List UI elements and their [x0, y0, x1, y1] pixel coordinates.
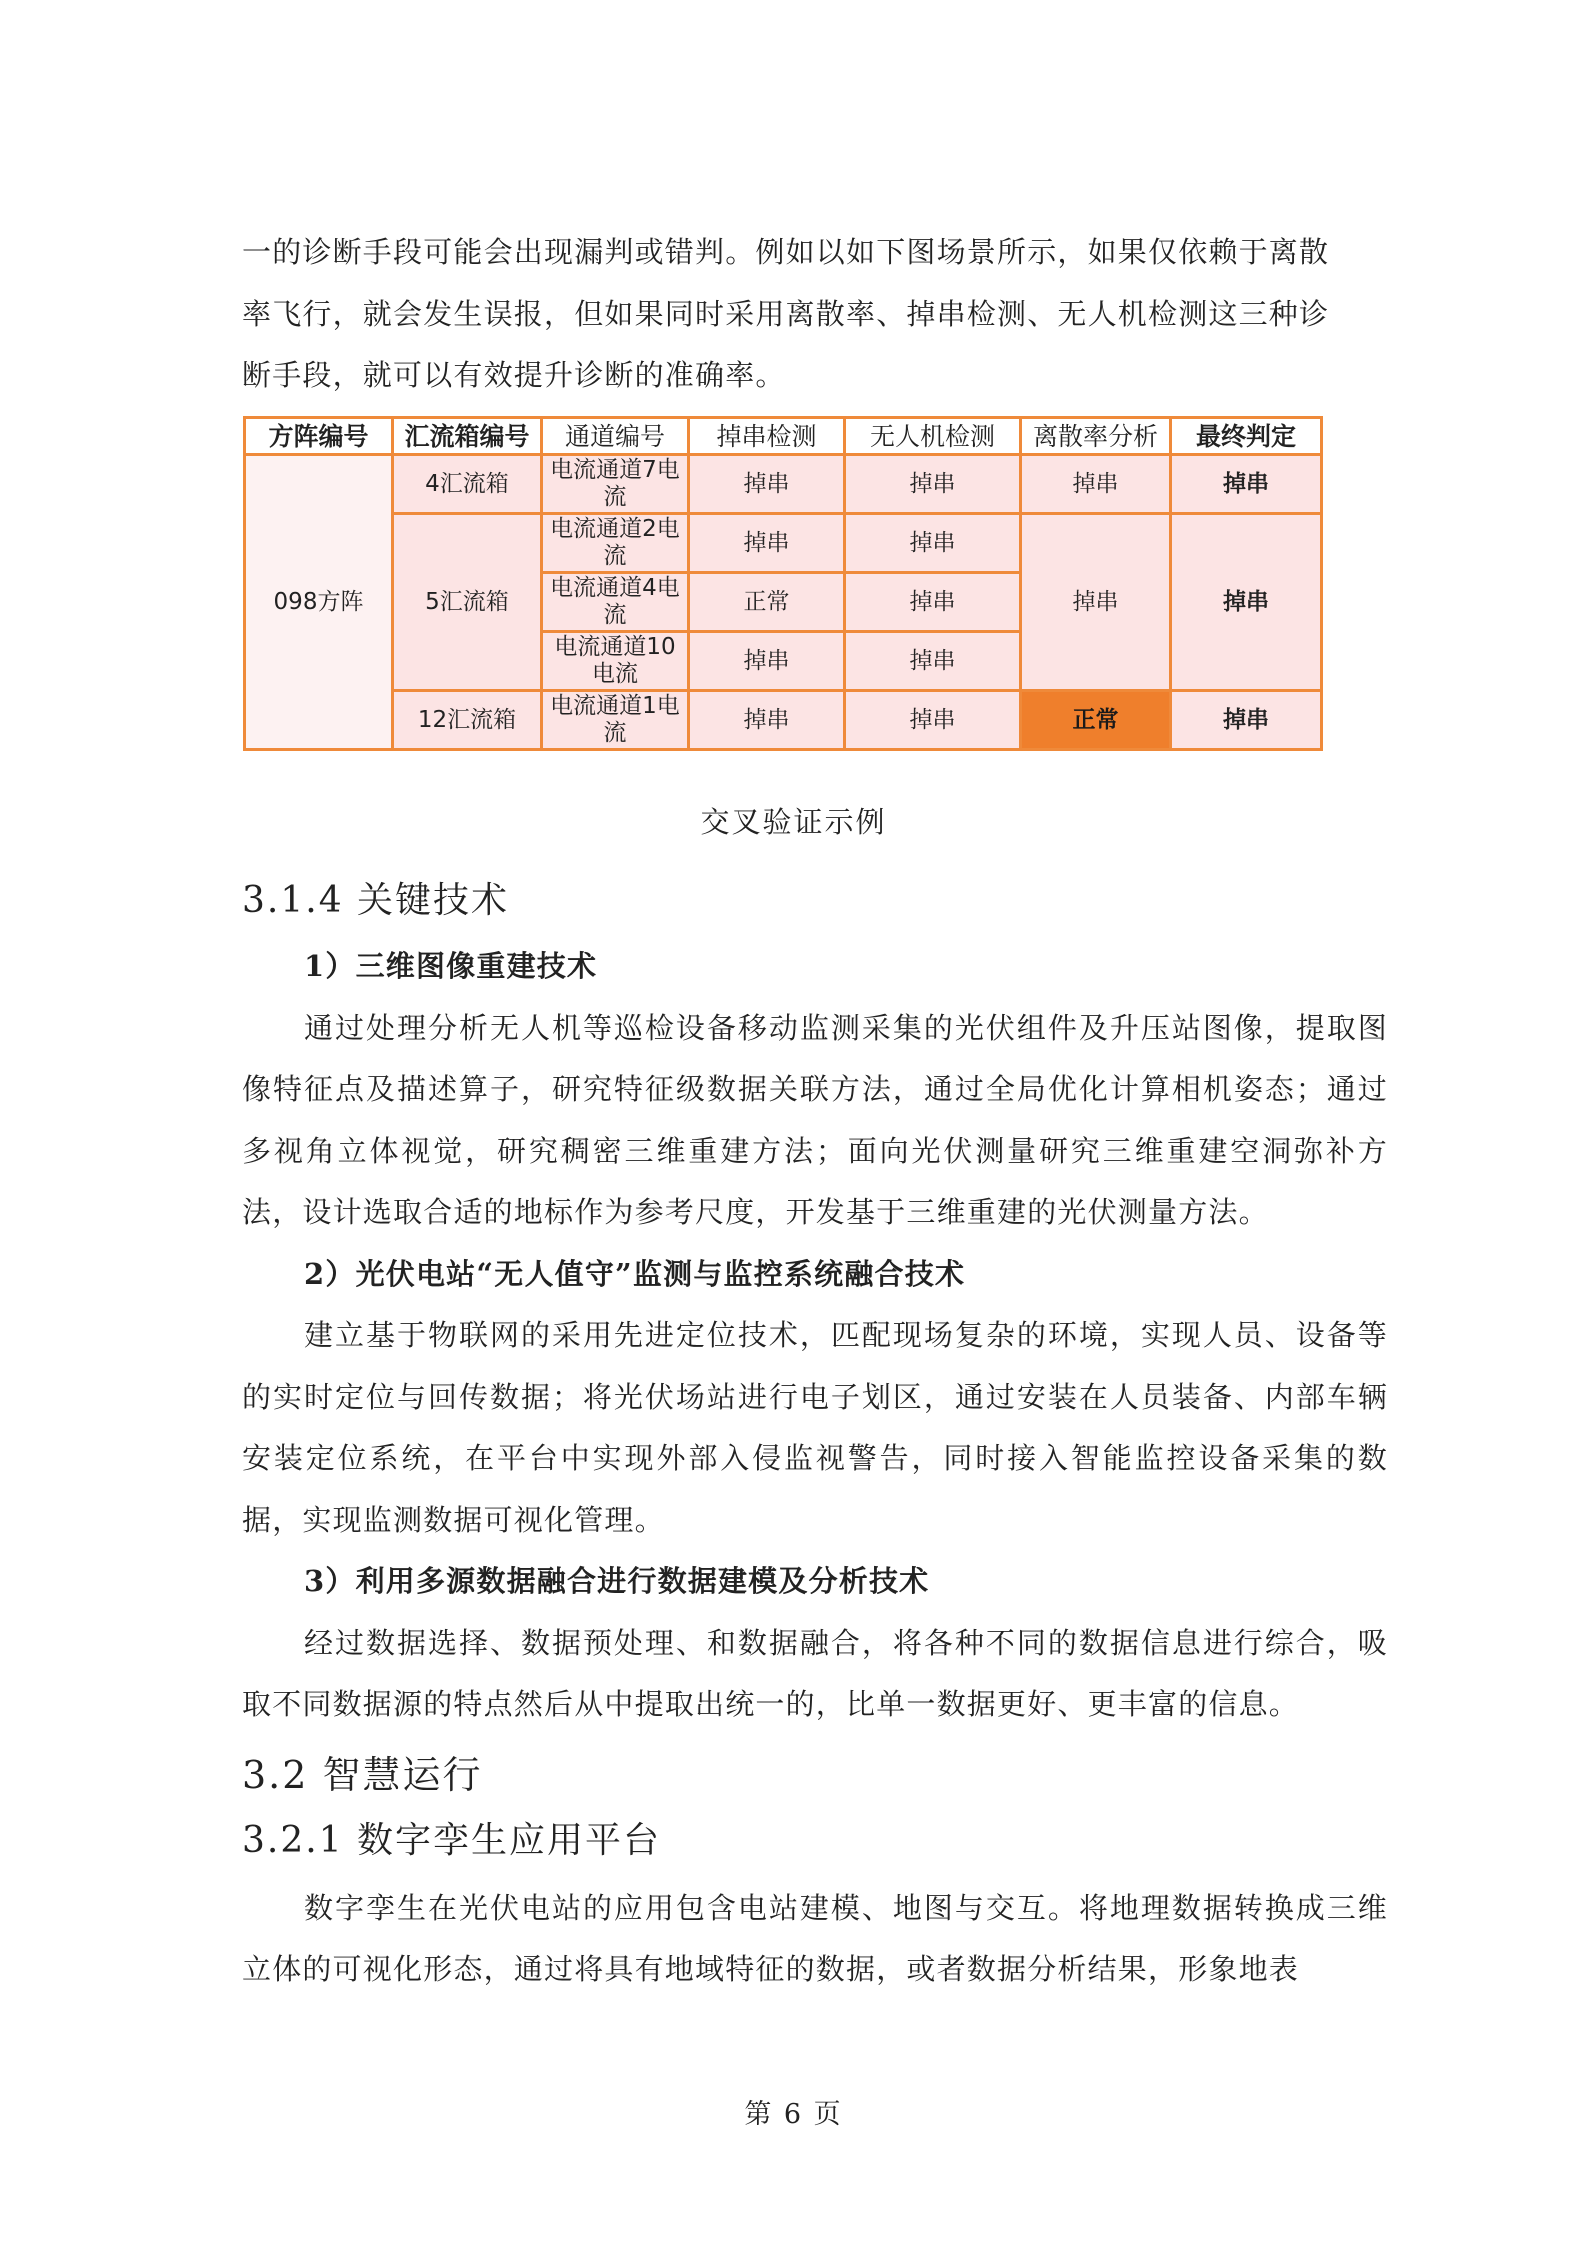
cell-drop: 掉串 — [689, 632, 845, 691]
table-row — [245, 691, 1322, 750]
item-2-text: 建立基于物联网的采用先进定位技术，匹配现场复杂的环境，实现人员、设备等的实时定位与回传数据；将光伏场站进行电子划区，通过安装在人员装备、内部车辆安装定位系统，在平台中实现外部入侵监视警告，同时接入智能监控设备采集的数据，实现监测数据可视化管理。 — [242, 1318, 1388, 1537]
cell-box5: 5汇流箱 — [393, 514, 542, 691]
cell-array-id: 098方阵 — [245, 455, 393, 750]
cell-drone: 掉串 — [845, 455, 1021, 514]
cell-channel: 电流通道10电流 — [542, 632, 689, 691]
header-drone-detection: 无人机检测 — [845, 418, 1021, 455]
cell-final: 掉串 — [1171, 455, 1322, 514]
header-dispersion: 离散率分析 — [1021, 418, 1171, 455]
table-row — [245, 455, 1322, 514]
intro-line-3: 断手段，就可以有效提升诊断的准确率。 — [242, 358, 786, 392]
heading-3-1-4: 3.1.4 关键技术 — [242, 880, 510, 921]
cell-channel: 电流通道2电流 — [542, 514, 689, 573]
para-3-2-1: 数字孪生在光伏电站的应用包含电站建模、地图与交互。将地理数据转换成三维立体的可视化形态，通过将具有地域特征的数据，或者数据分析结果，形象地表 — [242, 1890, 1388, 1986]
cell-drop: 掉串 — [689, 455, 845, 514]
item-3-title: 3）利用多源数据融合进行数据建模及分析技术 — [304, 1564, 930, 1598]
cell-drop: 掉串 — [689, 514, 845, 573]
header-final: 最终判定 — [1171, 418, 1322, 455]
intro-line-1: 一的诊断手段可能会出现漏判或错判。例如以如下图场景所示，如果仅依赖于离散 — [242, 235, 1330, 269]
table-header-row — [245, 418, 1322, 455]
header-combiner-box: 汇流箱编号 — [393, 418, 542, 455]
item-2-title: 2）光伏电站“无人值守”监测与监控系统融合技术 — [304, 1256, 966, 1291]
item-3-text: 经过数据选择、数据预处理、和数据融合，将各种不同的数据信息进行综合，吸取不同数据源的特点然后从中提取出统一的，比单一数据更好、更丰富的信息。 — [242, 1625, 1388, 1721]
header-drop-detection: 掉串检测 — [689, 418, 845, 455]
cross-validation-table — [243, 416, 1323, 751]
table-caption: 交叉验证示例 — [700, 805, 887, 839]
cell-drone: 掉串 — [845, 573, 1021, 632]
cell-drone: 掉串 — [845, 514, 1021, 573]
section-3-1-4 — [242, 870, 1388, 2001]
cell-drop: 掉串 — [689, 691, 845, 750]
cell-dispersion: 掉串 — [1021, 455, 1171, 514]
heading-3-2: 3.2 智慧运行 — [242, 1752, 483, 1797]
cell-channel: 电流通道1电流 — [542, 691, 689, 750]
page-number: 第 6 页 — [744, 2099, 843, 2130]
intro-line-2: 率飞行，就会发生误报，但如果同时采用离散率、掉串检测、无人机检测这三种诊 — [242, 296, 1330, 331]
cell-box5-dispersion: 掉串 — [1021, 514, 1171, 691]
cell-channel: 电流通道4电流 — [542, 573, 689, 632]
header-channel: 通道编号 — [542, 418, 689, 455]
cell-drop: 正常 — [689, 573, 845, 632]
cell-dispersion-highlight: 正常 — [1021, 691, 1171, 750]
cell-box5-final: 掉串 — [1171, 514, 1322, 691]
cell-drone: 掉串 — [845, 632, 1021, 691]
cell-channel: 电流通道7电流 — [542, 455, 689, 514]
cross-validation-table-wrap — [243, 416, 1323, 751]
item-1-title: 1）三维图像重建技术 — [304, 949, 598, 983]
table-row — [245, 514, 1322, 573]
header-array: 方阵编号 — [245, 418, 393, 455]
heading-3-2-1: 3.2.1 数字孪生应用平台 — [242, 1819, 662, 1861]
cell-drone: 掉串 — [845, 691, 1021, 750]
item-1-text: 通过处理分析无人机等巡检设备移动监测采集的光伏组件及升压站图像，提取图像特征点及描述算子，研究特征级数据关联方法，通过全局优化计算相机姿态；通过多视角立体视觉，研究稠密三维重建方法；面向光伏测量研究三维重建空洞弥补方法，设计选取合适的地标作为参考尺度，开发基于三维重建的光伏测量方法。 — [242, 1010, 1388, 1229]
cell-box4: 4汇流箱 — [393, 455, 542, 514]
intro-paragraph — [242, 222, 1388, 407]
cell-final: 掉串 — [1171, 691, 1322, 750]
cell-box12: 12汇流箱 — [393, 691, 542, 750]
